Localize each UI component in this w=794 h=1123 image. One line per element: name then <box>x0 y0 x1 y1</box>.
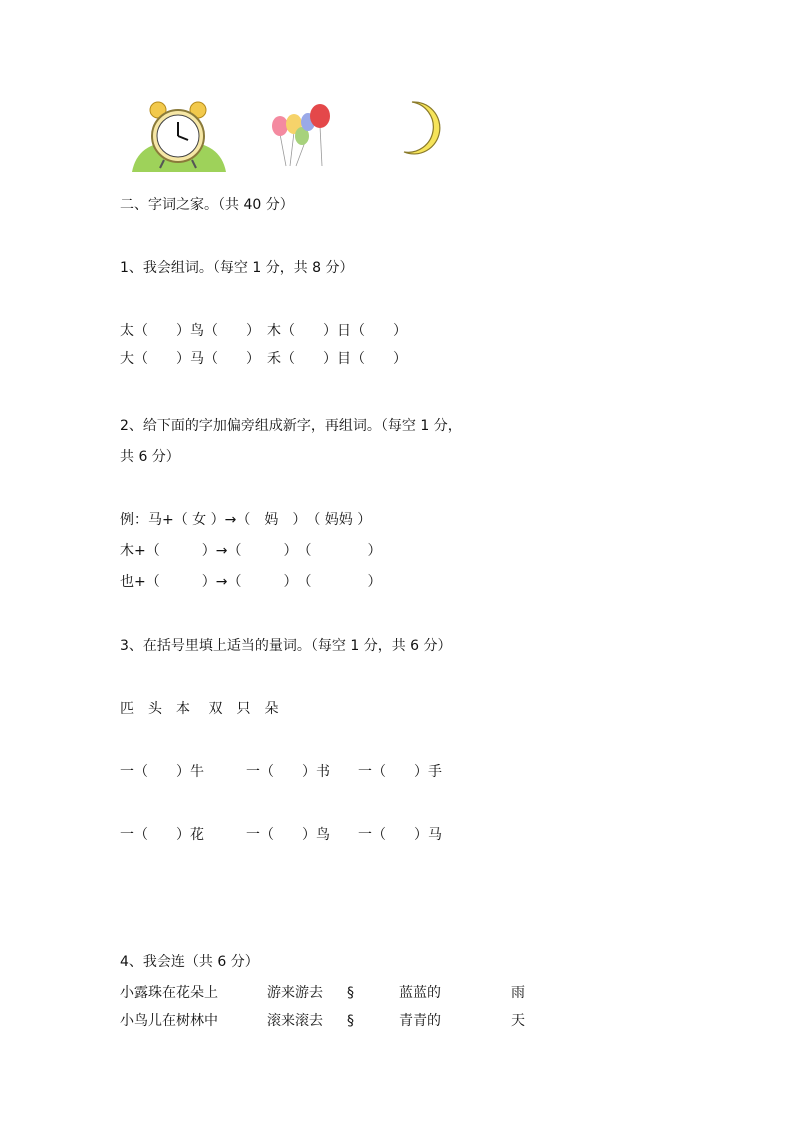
section-title: 二、字词之家。（共 40 分） <box>120 197 294 213</box>
question-3-row-1: 一（ ）牛 一（ ）书 一（ ）手 <box>120 764 442 780</box>
match-middle-item: 游来游去 <box>267 985 323 1001</box>
match-left-item: 小鸟儿在树林中 <box>120 1013 218 1029</box>
question-2-title-cont: 共 6 分） <box>120 449 180 465</box>
question-1-title: 1、我会组词。（每空 1 分，共 8 分） <box>120 260 354 276</box>
balloons-icon <box>266 104 336 170</box>
question-4-title: 4、我会连（共 6 分） <box>120 954 259 970</box>
match-middle-item: 滚来滚去 <box>267 1013 323 1029</box>
match-adjective: 蓝蓝的 <box>399 985 441 1001</box>
question-1-row-2: 大（ ）马（ ） 禾（ ）目（ ） <box>120 351 407 367</box>
match-noun: 雨 <box>511 985 525 1001</box>
question-1-row-1: 太（ ）鸟（ ） 木（ ）日（ ） <box>120 323 407 339</box>
question-2-row-2: 也+（ ）→（ ） （ ） <box>120 574 382 590</box>
picture-row <box>128 96 468 180</box>
question-3-row-2: 一（ ）花 一（ ）鸟 一（ ）马 <box>120 827 442 843</box>
question-2-title: 2、给下面的字加偏旁组成新字，再组词。（每空 1 分， <box>120 418 462 434</box>
crescent-moon-icon <box>394 100 444 156</box>
match-symbol: § <box>347 985 354 1001</box>
match-adjective: 青青的 <box>399 1013 441 1029</box>
question-3-title: 3、在括号里填上适当的量词。（每空 1 分，共 6 分） <box>120 638 452 654</box>
match-symbol: § <box>347 1013 354 1029</box>
question-2-example: 例：马+（ 女 ）→（ 妈 ） （ 妈妈 ） <box>120 512 372 528</box>
alarm-clock-icon <box>128 100 228 176</box>
question-3-word-bank: 匹 头 本 双 只 朵 <box>120 701 279 717</box>
question-2-row-1: 木+（ ）→（ ） （ ） <box>120 543 382 559</box>
match-noun: 天 <box>511 1013 525 1029</box>
match-left-item: 小露珠在花朵上 <box>120 985 218 1001</box>
